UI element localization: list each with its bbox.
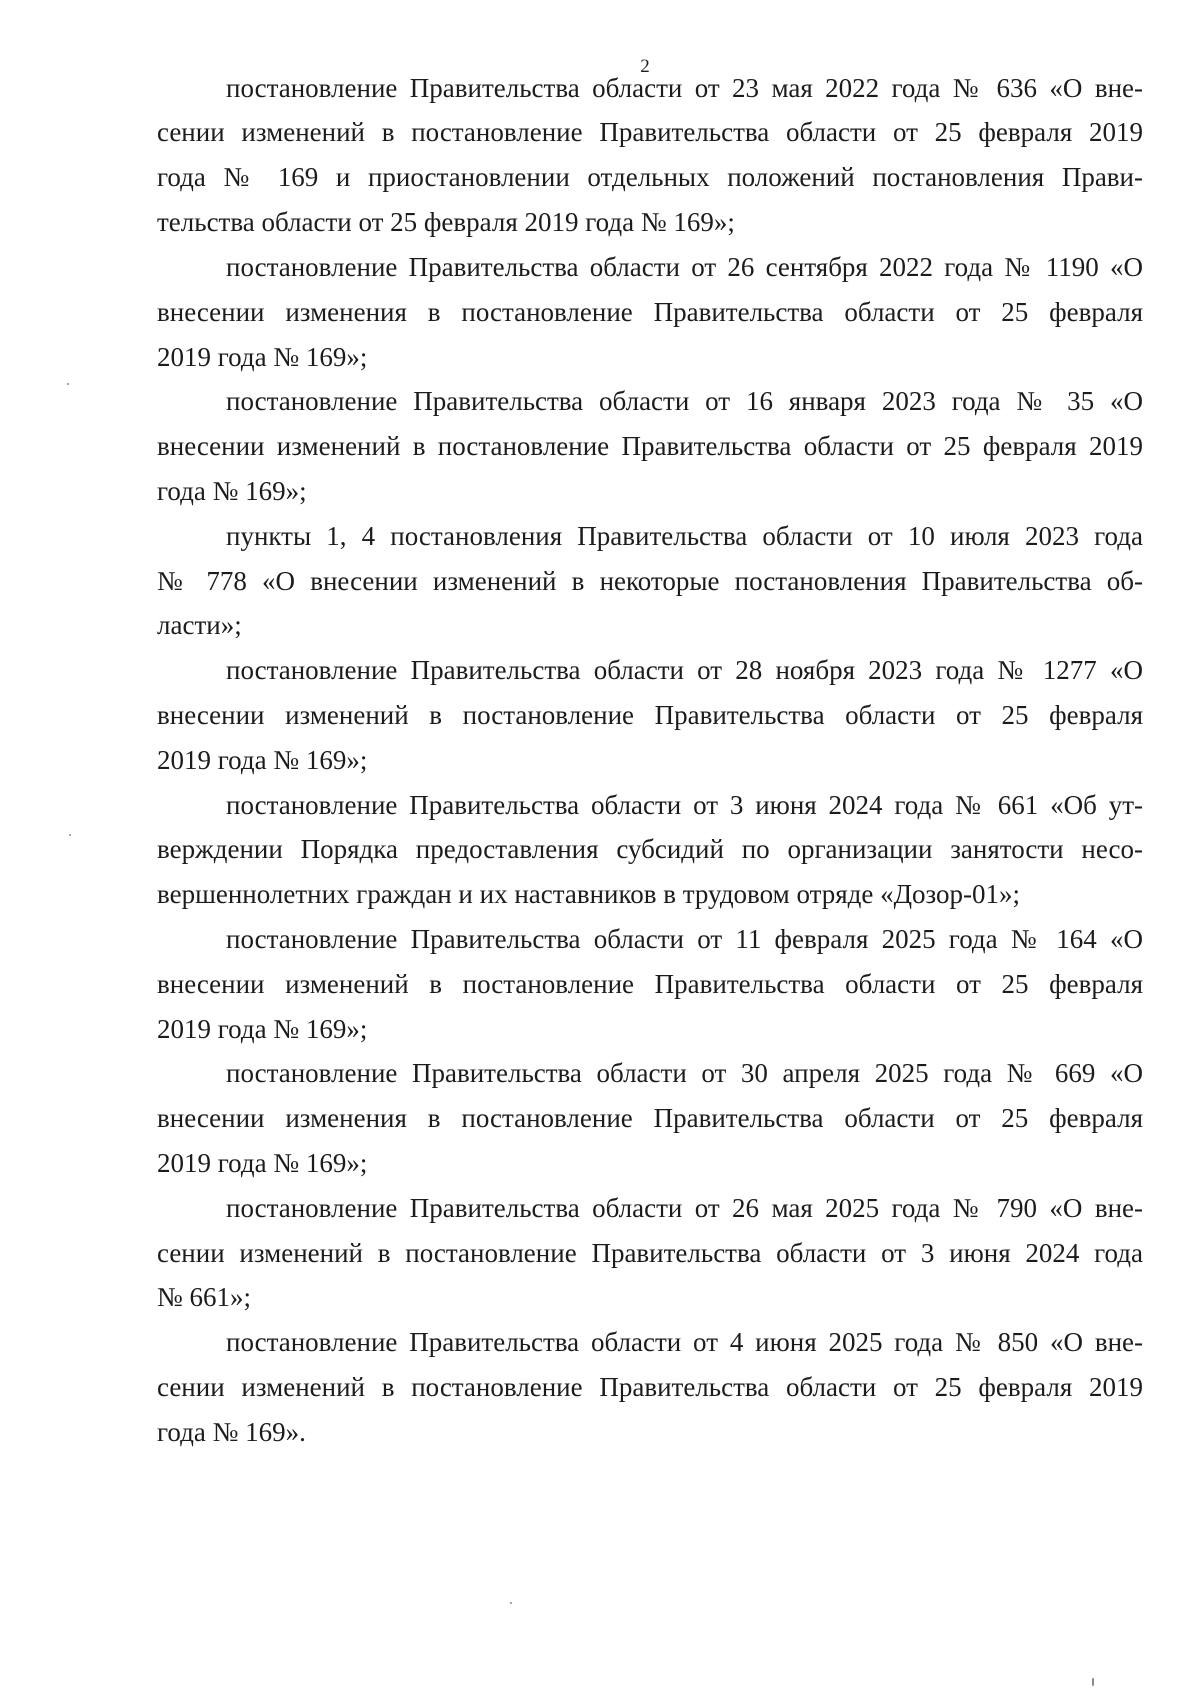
paragraph-9-line-3: № 661»; <box>157 1282 252 1312</box>
paragraph-6-line-1: постановление Правительства области от 3 июня 2024 года № 661 «Об ут- <box>226 790 1143 820</box>
scan-speck <box>67 383 69 385</box>
paragraph-3-line-1: постановление Правительства области от 16 января 2023 года № 35 «О <box>226 386 1143 416</box>
paragraph-5-line-1: постановление Правительства области от 28 ноября 2023 года № 1277 «О <box>226 655 1143 685</box>
paragraph-7-line-1: постановление Правительства области от 11 февраля 2025 года № 164 «О <box>226 924 1143 954</box>
paragraph-3-line-3: года № 169»; <box>157 476 307 506</box>
paragraph-6-line-3: вершеннолетних граждан и их наставников в трудовом отряде «Дозор-01»; <box>157 879 1021 909</box>
paragraph-1-line-2: сении изменений в постановление Правительства области от 25 февраля 2019 <box>157 117 1143 147</box>
paragraph-6-line-2: верждении Порядка предоставления субсидий по организации занятости несо- <box>157 834 1143 864</box>
paragraph-2-line-2: внесении изменения в постановление Правительства области от 25 февраля <box>157 297 1143 327</box>
paragraph-1-line-3: года № 169 и приостановлении отдельных положений постановления Прави- <box>157 162 1143 192</box>
paragraph-4-line-3: ласти»; <box>157 610 242 640</box>
paragraph-7-line-2: внесении изменений в постановление Правительства области от 25 февраля <box>157 969 1143 999</box>
scan-speck <box>1092 1678 1094 1686</box>
paragraph-1-line-1: постановление Правительства области от 23 мая 2022 года № 636 «О вне- <box>226 73 1143 103</box>
paragraph-10-line-2: сении изменений в постановление Правительства области от 25 февраля 2019 <box>157 1372 1143 1402</box>
paragraph-1-line-4: тельства области от 25 февраля 2019 года № 169»; <box>157 207 735 237</box>
paragraph-4-line-2: № 778 «О внесении изменений в некоторые постановления Правительства об- <box>157 566 1143 596</box>
paragraph-10-line-3: года № 169». <box>157 1417 306 1447</box>
paragraph-5-line-2: внесении изменений в постановление Правительства области от 25 февраля <box>157 700 1143 730</box>
scan-speck <box>69 834 71 836</box>
paragraph-5-line-3: 2019 года № 169»; <box>157 745 368 775</box>
paragraph-10-line-1: постановление Правительства области от 4 июня 2025 года № 850 «О вне- <box>226 1327 1143 1357</box>
paragraph-9-line-1: постановление Правительства области от 26 мая 2025 года № 790 «О вне- <box>226 1193 1143 1223</box>
paragraph-4-line-1: пункты 1, 4 постановления Правительства области от 10 июля 2023 года <box>226 521 1143 551</box>
paragraph-7-line-3: 2019 года № 169»; <box>157 1014 368 1044</box>
page-number: 2 <box>640 56 650 77</box>
paragraph-8-line-2: внесении изменения в постановление Правительства области от 25 февраля <box>157 1103 1143 1133</box>
paragraph-2-line-1: постановление Правительства области от 26 сентября 2022 года № 1190 «О <box>226 252 1143 282</box>
paragraph-8-line-3: 2019 года № 169»; <box>157 1148 368 1178</box>
paragraph-8-line-1: постановление Правительства области от 30 апреля 2025 года № 669 «О <box>226 1058 1143 1088</box>
scan-speck <box>510 1602 512 1604</box>
paragraph-2-line-3: 2019 года № 169»; <box>157 342 368 372</box>
paragraph-3-line-2: внесении изменений в постановление Правительства области от 25 февраля 2019 <box>157 431 1143 461</box>
paragraph-9-line-2: сении изменений в постановление Правительства области от 3 июня 2024 года <box>157 1238 1143 1268</box>
